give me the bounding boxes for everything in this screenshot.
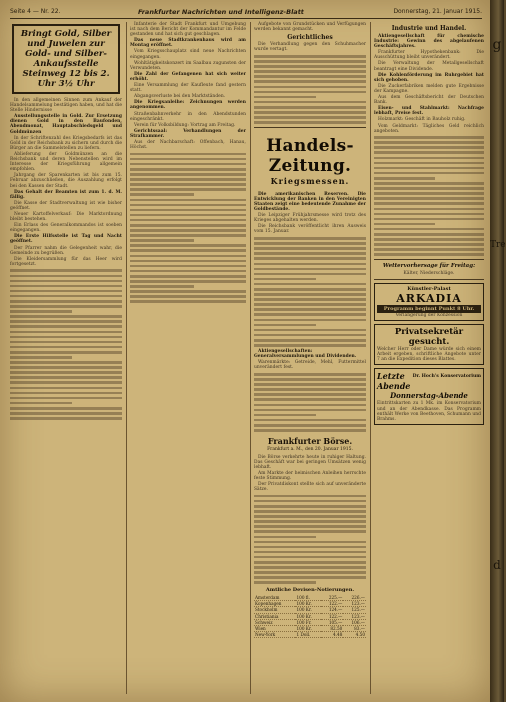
print-line [130,255,246,258]
table-cell: 1 Doll. [295,632,320,638]
table-cell: 4.50 [343,632,366,638]
print-line [130,158,246,161]
article-paragraph: Aktiengesellschaften: Generalversammlungen und Dividenden. [254,349,357,360]
article-paragraph: Der Pfarrer nahm die Gelegenheit wahr, die Gemeinde zu begrüßen. [10,245,122,256]
print-line [254,308,366,311]
wetter-title: Wettervorhersage für Freitag: [382,262,476,269]
print-line [10,412,122,415]
print-line [130,285,194,288]
table-cell: 82.50 [321,625,344,631]
print-line [130,234,246,237]
print-line [374,233,484,236]
print-line [374,141,484,144]
print-line [130,178,246,181]
print-line [254,541,366,544]
print-line [254,393,366,396]
print-line [254,571,366,574]
print-line [254,373,366,376]
article-paragraph: Vom Kriegsschauplatz sind neue Nachrichten eingegangen. [130,49,246,60]
article-paragraph: Die Reichsbank veröffentlicht ihren Ausweis vom 15. Januar. [254,224,366,235]
filler-text [254,373,366,432]
article-paragraph: Aktiengesellschaft für chemische Industrie: Gewinn des abgelaufenen Geschäftsjahres. [374,34,484,50]
article-paragraph: Die Verwaltung der Metallgesellschaft beantragt eine Dividende. [374,61,484,72]
konservatorium-name: Dr. Hoch's Konservatorium [412,373,481,379]
article-paragraph: Straßenbahnverkehr in den Abendstunden eingeschränkt. [130,111,246,122]
edge-letter-bot: d [493,558,501,572]
print-line [10,397,122,400]
print-line [254,388,366,391]
column-1-body [10,98,122,420]
page-header [10,6,482,19]
print-line [254,414,316,417]
kriegsmessen-subtitle: Kriegsmessen. [270,175,350,186]
print-line [10,300,122,303]
print-line [254,298,366,301]
article-paragraph: Die Kleidersammlung für das Heer wird fortgesetzt. [10,256,122,267]
table-cell: 100 Kr. [295,625,320,631]
table-cell: 100 Kr. [295,613,320,619]
print-line [130,265,246,268]
print-line [254,96,316,99]
print-line [130,229,246,232]
devisen-table [254,595,366,638]
table-cell: 100 Kr. [295,607,320,613]
column-4 [374,22,484,694]
print-line [254,106,366,109]
column-4-body [374,34,484,256]
filler-text [374,136,484,256]
header-page-number: Seite 4 — Nr. 22. [10,8,61,15]
article-paragraph: Eine Versammlung der Kaufleute fand gestern statt. [130,83,246,94]
column-3 [254,22,366,694]
article-paragraph: Die Kohlenförderung im Ruhrgebiet hat sich gehoben. [374,72,484,83]
print-line [254,409,366,412]
print-line [10,417,122,420]
print-line [130,153,246,156]
print-line [374,187,484,190]
print-line [254,293,366,296]
print-line [374,243,484,246]
article-paragraph: Neuer Kartoffelverkauf: Die Marktordnung bleibt bestehen. [10,211,122,223]
table-cell: 125.— [343,607,366,613]
print-line [254,383,366,386]
column-rule [126,22,127,694]
print-line [374,136,484,139]
konservatorium-ad [374,368,484,424]
print-line [10,315,122,318]
section-divider [374,279,484,280]
article-paragraph: Abgangsverluste bei den Marktständen. [134,94,226,100]
article-paragraph: Aus der Nachbarschaft: Offenbach, Hanau, Höchst. [130,139,246,151]
table-cell: Wien [254,625,295,631]
print-line [254,121,366,124]
print-line [254,273,366,276]
print-line [374,208,484,211]
print-line [10,331,122,334]
table-cell: 122.— [321,613,344,619]
print-line [10,407,122,410]
edge-letter-top: g [492,37,502,53]
print-line [130,214,246,217]
print-line [254,525,366,528]
print-line [10,371,122,374]
article-paragraph: Die Kasse der Stadtverwaltung ist wie bisher geöffnet. [10,200,122,211]
print-line [130,280,246,283]
print-line [254,242,366,245]
table-cell: 105.— [321,619,344,625]
print-line [374,172,484,175]
article-paragraph: Die Kriegsanleihe: Zeichnungen werden angenommen. [130,100,246,111]
abende-label: Abende [377,381,411,392]
print-line [130,199,246,202]
print-line [130,300,246,303]
article-paragraph: Gerichtssaal: Verhandlungen der Strafkammer. [130,128,246,139]
print-line [374,197,484,200]
article-paragraph: Die Erste Hilfsstelle ist Tag und Nacht geöffnet. [10,234,122,245]
article-paragraph: Ein Erlass des Generalkommandos ist soeben eingegangen. [10,223,122,234]
print-line [374,223,435,226]
industrie-title: Industrie und Handel. [391,25,467,32]
article-paragraph: Die Zuckerfabriken melden gute Ergebnisse der Kampagne. [374,83,484,94]
article-paragraph: Wohltätigkeitskonzert im Saalbau zugunsten der Verwundeten. [130,60,246,71]
handels-zeitung-title: Handels-Zeitung. [266,135,354,176]
print-line [254,268,366,271]
print-line [374,213,484,216]
print-line [374,146,484,149]
header-masthead: Frankfurter Nachrichten und Intelligenz-Blatt [138,8,304,16]
print-line [10,305,122,308]
print-line [130,173,246,176]
article-paragraph: Die Zahl der Gefangenen hat sich weiter erhöht. [130,71,246,82]
table-cell: 100 Fr. [295,619,320,625]
print-line [374,167,484,170]
print-line [254,75,366,78]
print-line [254,86,366,89]
print-line [254,60,366,63]
print-line [254,80,366,83]
print-line [10,346,122,349]
konservatorium-text: Eintrittskarten zu 1 Mk. im Konservatorium und an der Abendkasse. Das Programm enthält Werke von Beethoven, Schumann und Brahms. [377,401,481,422]
filler-text [10,269,122,419]
print-line [254,495,366,498]
column-1 [10,22,122,694]
edge-letter-mid: Tre [490,240,506,250]
privatsekretaer-title: Privatsekretär gesucht. [394,327,464,348]
article-paragraph: Ablieferung der Goldmünzen an die Reichsbank und deren Nebenstellen wird im Interesse der Kriegsführung allgemein empfohlen. [10,151,122,173]
print-line [254,566,366,569]
print-line [254,500,366,503]
print-line [254,70,366,73]
print-line [254,303,366,306]
article-paragraph: Infanterie der Stadt Frankfurt und Umgebung ist nach dem Bericht der Kommandantur im Felde gestanden und hat sich gut geschlagen. [130,22,246,38]
print-line [10,341,122,344]
print-line [10,325,122,328]
wetter-body: Kälter, Niederschläge. [403,270,455,276]
print-line [130,193,194,196]
article-paragraph: Eisen- und Stahlmarkt: Nachfrage lebhaft, Preise fest. [374,106,484,117]
gold-ad-box [12,24,120,94]
print-line [10,280,122,283]
print-line [374,157,484,160]
table-cell: New-York [254,632,295,638]
print-line [374,192,484,195]
print-line [130,270,246,273]
print-line [10,336,122,339]
table-cell: 225.— [321,595,344,601]
table-cell: 83.— [343,625,366,631]
print-line [374,253,484,256]
arkadia-ad [374,283,484,321]
table-cell: 123.— [343,613,366,619]
article-paragraph: Das neue Stadtkrankenhaus wird am Montag eröffnet. [130,38,246,49]
print-line [374,162,484,165]
print-line [130,183,246,186]
print-line [130,249,246,252]
print-line [254,546,366,549]
print-line [374,182,484,185]
print-line [130,163,246,166]
print-line [254,515,366,518]
print-line [10,387,122,390]
print-line [254,339,366,342]
article-paragraph: In den allgemeinen Sinnen zum Ankauf der Handelsammelung bestätigen haben, und hat die Stelle Hindernisse [10,98,122,114]
article-paragraph: Aus dem Geschäftsbericht der Deutschen Bank. [374,95,484,106]
filler-text [254,495,366,584]
article-paragraph: Die Verhandlung gegen den Schuhmacher wurde vertagt. [254,42,366,53]
article-paragraph: Vom Geldmarkt: Tägliches Geld reichlich angeboten. [374,123,484,134]
print-line [254,576,366,579]
print-line [254,288,366,291]
table-cell: 100 Kr. [295,601,320,607]
boerse-body [254,455,366,584]
article-paragraph: Verein für Volksbildung: Vortrag am Freitag. [134,122,236,128]
print-line [374,238,484,241]
print-line [130,244,246,247]
print-line [10,275,122,278]
print-line [130,204,246,207]
print-line [10,366,122,369]
print-line [254,278,316,281]
filler-text [254,237,366,347]
print-line [254,319,366,322]
print-line [130,188,246,191]
arkadia-name: ARKADIA [396,292,462,306]
print-line [130,275,246,278]
print-line [10,361,122,364]
table-cell: 106.— [343,619,366,625]
gerichtliches-title: Gerichtliches [287,34,333,42]
print-line [130,168,246,171]
article-paragraph: Ausstellungsstelle in Gold. Zur Ersetzung dienen Gold in den Baufonden, Abendmonat, Hauptabschiedsgeld und Goldmünzen [10,114,122,135]
table-cell: 226.— [343,595,366,601]
print-line [374,248,484,251]
print-line [254,561,366,564]
print-line [130,239,194,242]
section-divider [254,127,366,128]
filler-text [254,55,366,124]
print-line [254,520,366,523]
print-line [254,313,366,316]
section-divider [374,259,484,260]
table-cell: 100 fl. [295,595,320,601]
print-line [10,290,122,293]
print-line [10,320,122,323]
article-paragraph: Das Gehalt der Beamten ist zum 1. d. M. fällig. [10,189,122,200]
print-line [130,224,246,227]
print-line [254,329,366,332]
print-line [254,551,366,554]
print-line [10,285,122,288]
arkadia-sub: Verlängerung der Konzession [395,313,463,319]
table-row [254,632,366,638]
table-cell: 123.— [343,601,366,607]
print-line [254,510,366,513]
print-line [254,263,366,266]
article-paragraph: Der Privatdiskont stellte sich auf unveränderte Sätze. [254,482,366,493]
article-paragraph: In der Schriftenzahl des Kriegsbedarfs ist das Gold in der Reichsbank zu sichern und durch die Bürger an die Sammelstellen zu liefern. [10,135,122,151]
article-paragraph: Am Markte der heimischen Anleihen herrschte feste Stimmung. [254,470,366,481]
print-line [254,429,366,432]
article-paragraph: Frankfurter Hypothekenbank: Die Ausschüttung bleibt unverändert. [374,50,484,61]
privatsekretaer-text: Welcher Herr oder Dame würde sich einem Arbeit ergeben, schriftliche Angebote unter 7 an die Expedition dieses Blattes. [377,347,481,363]
print-line [254,334,366,337]
print-line [254,505,366,508]
print-line [374,228,484,231]
print-line [374,151,484,154]
article-paragraph: Holzmarkt: Geschäft in Bauholz ruhig. [378,117,466,123]
print-line [254,247,366,250]
print-line [254,65,366,68]
print-line [254,116,366,119]
boerse-date: Frankfurt a. M., den 20. Januar 1915. [267,446,353,452]
print-line [10,376,122,379]
print-line [10,356,72,359]
print-line [254,283,366,286]
article-paragraph: Jahrgang der Sparenkarten ist bis zum 15. Februar abzuschließen, die Auszahlung erfolgt bei den Kassen der Stadt. [10,173,122,189]
column-2 [130,22,246,694]
print-line [130,295,246,298]
table-cell: 4.48 [321,632,344,638]
print-line [10,310,72,313]
article-paragraph: Die Börse verkehrte heute in ruhiger Haltung. Das Geschäft war bei geringen Umsätzen wenig lebhaft. [254,454,366,470]
print-line [254,530,366,533]
print-line [254,398,366,401]
table-cell: 124.— [321,607,344,613]
print-line [10,402,72,405]
print-line [10,269,122,272]
arkadia-program-line: Programm beginnt Punkt 8 Uhr. [377,305,481,313]
table-cell: Christiania [254,613,295,619]
konservatorium-header-row [377,371,481,381]
print-line [254,101,366,104]
letzte-label: Letzte [377,371,405,382]
article-paragraph: Warenmärkte: Getreide, Mehl, Futtermittel unverändert fest. [254,360,366,371]
print-line [254,556,366,559]
table-cell: Schweiz [254,619,295,625]
privatsekretaer-ad [374,324,484,365]
boerse-title: Frankfurter Börse. [267,435,353,446]
print-line [254,536,316,539]
article-paragraph: Die amerikanischen Reserven. Die Entwicklung der Banken in den Vereinigten Staaten zeigt eine bedeutende Zunahme der Goldbestände. [254,191,366,213]
print-line [254,404,366,407]
print-line [254,324,316,327]
print-line [254,91,366,94]
print-line [10,351,122,354]
print-line [374,202,484,205]
gold-ad-text: Bringt Gold, Silber und Juwelen zur Gold- und Silber-Ankaufsstelle Steinweg 12 bis 2. Uhr 3½ Uhr [20,29,112,89]
print-line [254,252,366,255]
print-line [254,344,366,347]
print-line [254,419,366,422]
article-paragraph: Aufgebote von Grundstücken und Verfügungen werden bekannt gemacht. [254,22,366,33]
print-line [10,381,122,384]
table-cell: 122.— [321,601,344,607]
column-rule [250,22,251,694]
header-date: Donnerstag, 21. Januar 1915. [393,8,482,15]
print-line [254,257,366,260]
adjacent-page-edge [490,0,504,702]
print-line [10,392,122,395]
print-line [374,218,484,221]
print-line [130,219,246,222]
print-line [254,424,366,427]
article-paragraph: Die Leipziger Frühjahrsmesse wird trotz des Krieges abgehalten werden. [254,213,366,224]
table-cell: Stockholm [254,607,295,613]
column-3-top [254,22,366,124]
print-line [374,177,435,180]
print-line [254,55,366,58]
column-2-body [130,22,246,303]
donnerstag-abende-title: Donnerstag-Abende [390,391,468,401]
print-line [130,260,246,263]
column-3-body [254,192,366,432]
filler-text [130,153,246,303]
print-line [130,209,246,212]
print-line [254,378,366,381]
table-cell: Kopenhagen [254,601,295,607]
devisen-table-title: Amtliche Devisen-Notierungen. [265,586,355,593]
print-line [254,581,316,584]
column-rule [370,22,371,694]
print-line [254,111,366,114]
print-line [254,237,366,240]
table-cell: Amsterdam [254,595,295,601]
print-line [130,290,246,293]
print-line [10,295,122,298]
arkadia-kuenstler-palast: Künstler-Palast [407,286,451,293]
